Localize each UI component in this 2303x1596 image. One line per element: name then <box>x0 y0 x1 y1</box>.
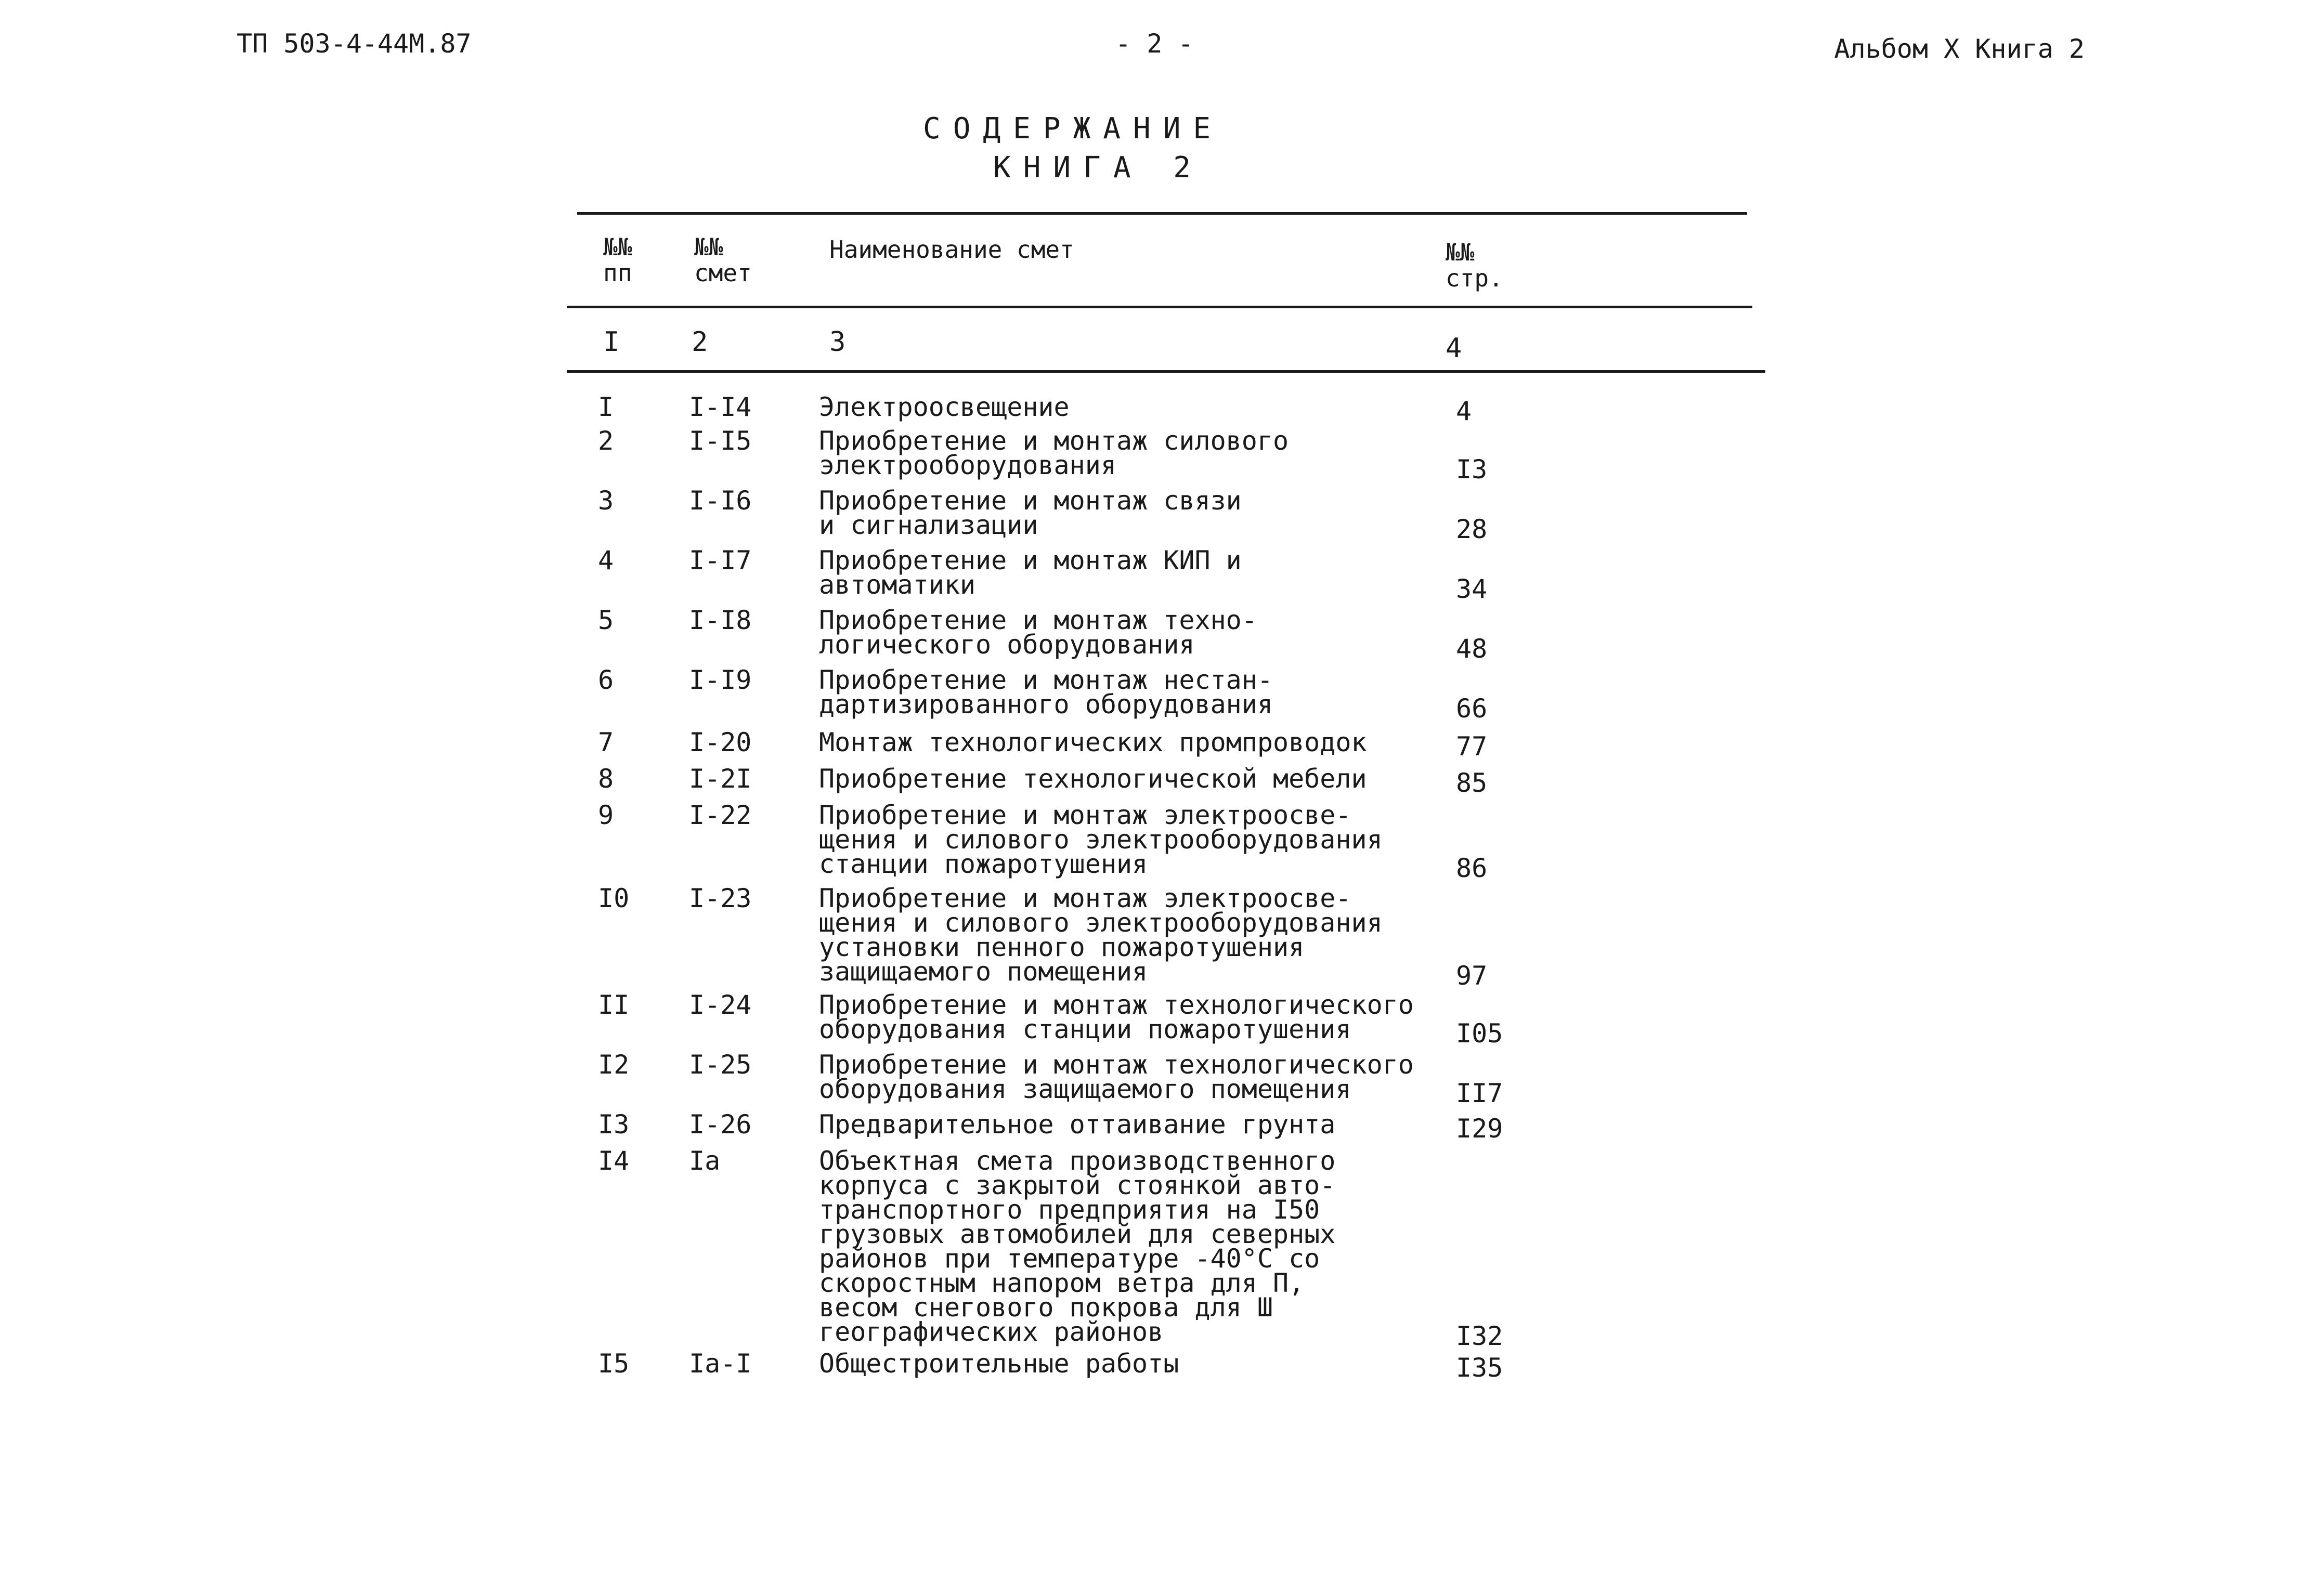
row-estimate-name: Объектная смета производственного корпуса с закрытой стоянкой авто- транспортного предприятия на I50 грузовых автомобилей для северных районов при температуре -40°С со скоростным напором ветра для П, весом снегового покрова для Ш географических районов <box>819 1146 1336 1347</box>
col-header-page-line2: стр. <box>1446 264 1503 292</box>
page-number: - 2 - <box>1115 29 1194 59</box>
contents-title: СОДЕРЖАНИЕ <box>923 112 1224 146</box>
row-estimate-code: I-23 <box>689 883 752 913</box>
col-header-number-line2: пп <box>603 259 632 287</box>
row-estimate-code: I-26 <box>689 1109 752 1140</box>
row-estimate-name: Приобретение и монтаж технологического оборудования защищаемого помещения <box>819 1050 1414 1104</box>
row-estimate-code: I-2I <box>689 764 752 794</box>
row-number: 9 <box>598 800 614 830</box>
row-number: I4 <box>598 1146 630 1176</box>
row-estimate-name: Общестроительные работы <box>819 1349 1179 1379</box>
col-header-name <box>829 237 1074 263</box>
col-header-number <box>603 234 632 286</box>
row-page-number: 85 <box>1456 768 1488 798</box>
row-estimate-name: Монтаж технологических промпроводок <box>819 727 1367 757</box>
row-estimate-code: Iа-I <box>689 1349 752 1379</box>
document-code: ТП 503-4-44М.87 <box>237 29 472 59</box>
row-estimate-name: Приобретение и монтаж технологического оборудования станции пожаротушения <box>819 990 1414 1044</box>
row-estimate-code: I-I8 <box>689 605 752 635</box>
header-bottom-rule <box>567 306 1752 308</box>
row-page-number: I05 <box>1456 1018 1503 1049</box>
row-page-number: 4 <box>1456 396 1472 426</box>
row-page-number: 77 <box>1456 731 1488 762</box>
row-number: 3 <box>598 486 614 516</box>
col-header-estimate-line2: смет <box>694 259 752 287</box>
row-estimate-code: Iа <box>689 1146 721 1176</box>
row-estimate-name: Приобретение и монтаж КИП и автоматики <box>819 545 1242 600</box>
col-header-estimate <box>694 234 752 286</box>
row-page-number: I29 <box>1456 1114 1503 1144</box>
row-number: I <box>598 392 614 422</box>
row-estimate-code: I-20 <box>689 727 752 757</box>
row-estimate-code: I-I9 <box>689 665 752 695</box>
row-page-number: 48 <box>1456 634 1488 664</box>
row-number: 6 <box>598 665 614 695</box>
row-number: 4 <box>598 545 614 575</box>
row-page-number: 66 <box>1456 694 1488 724</box>
col-number-4: 4 <box>1446 333 1462 364</box>
row-page-number: 34 <box>1456 574 1488 604</box>
row-estimate-name: Приобретение и монтаж связи и сигнализации <box>819 486 1242 540</box>
row-number: 8 <box>598 764 614 794</box>
row-number: I2 <box>598 1050 630 1080</box>
row-estimate-code: I-I6 <box>689 486 752 516</box>
row-estimate-name: Приобретение технологической мебели <box>819 764 1367 794</box>
row-page-number: 28 <box>1456 514 1488 544</box>
row-estimate-name: Приобретение и монтаж техно- логического оборудования <box>819 605 1257 660</box>
row-page-number: I35 <box>1456 1353 1503 1383</box>
row-estimate-code: I-I4 <box>689 392 752 422</box>
book-title: КНИГА 2 <box>993 151 1204 185</box>
row-page-number: II7 <box>1456 1078 1503 1108</box>
album-book-label: Альбом Х Книга 2 <box>1834 34 2085 64</box>
col-number-3: 3 <box>829 326 846 358</box>
row-number: 7 <box>598 727 614 757</box>
row-page-number: 97 <box>1456 961 1488 991</box>
col-header-page-line1: №№ <box>1446 238 1475 266</box>
row-number: 5 <box>598 605 614 635</box>
row-estimate-name: Электроосвещение <box>819 392 1070 422</box>
row-number: 2 <box>598 426 614 456</box>
row-page-number: I3 <box>1456 454 1488 485</box>
row-estimate-name: Приобретение и монтаж электроосве- щения и силового электрооборудования установки пенного пожаротушения защищаемого помещения <box>819 883 1383 987</box>
col-header-name-line1: Наименование смет <box>829 236 1074 264</box>
row-page-number: I32 <box>1456 1321 1503 1351</box>
row-estimate-name: Предварительное оттаивание грунта <box>819 1109 1336 1140</box>
row-number: I0 <box>598 883 630 913</box>
row-estimate-name: Приобретение и монтаж силового электрооборудования <box>819 426 1289 480</box>
row-number: II <box>598 990 630 1020</box>
row-number: I3 <box>598 1109 630 1140</box>
row-estimate-name: Приобретение и монтаж нестан- дартизированного оборудования <box>819 665 1273 719</box>
row-estimate-name: Приобретение и монтаж электроосве- щения и силового электрооборудования станции пожаротушения <box>819 800 1383 879</box>
col-header-number-line1: №№ <box>603 233 632 261</box>
row-estimate-code: I-24 <box>689 990 752 1020</box>
col-number-2: 2 <box>692 326 708 358</box>
numbers-bottom-rule <box>567 370 1765 373</box>
row-number: I5 <box>598 1349 630 1379</box>
row-estimate-code: I-22 <box>689 800 752 830</box>
col-header-estimate-line1: №№ <box>694 233 723 261</box>
row-estimate-code: I-I5 <box>689 426 752 456</box>
row-page-number: 86 <box>1456 853 1488 883</box>
table-top-rule <box>577 212 1747 215</box>
col-header-page <box>1446 239 1503 291</box>
row-estimate-code: I-25 <box>689 1050 752 1080</box>
col-number-1: I <box>603 326 620 358</box>
row-estimate-code: I-I7 <box>689 545 752 575</box>
